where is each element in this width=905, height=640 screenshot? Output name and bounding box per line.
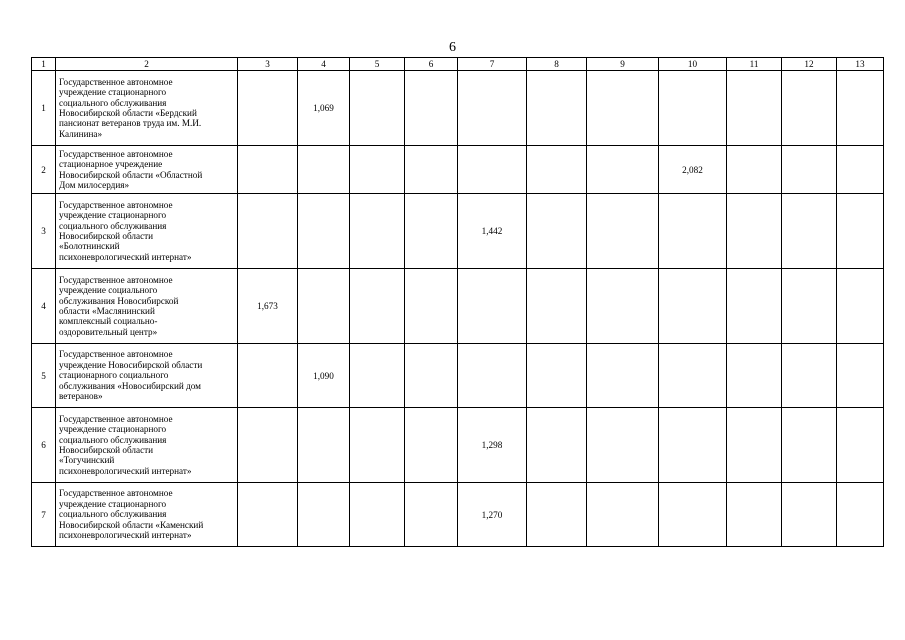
value-cell-col-12 bbox=[782, 194, 837, 269]
value-cell-col-4 bbox=[298, 146, 350, 194]
column-header-1: 1 bbox=[32, 58, 56, 71]
value-cell-col-10: 2,082 bbox=[659, 146, 727, 194]
value-cell-col-11 bbox=[727, 344, 782, 408]
value-cell-col-9 bbox=[587, 71, 659, 146]
value-cell-col-13 bbox=[837, 194, 884, 269]
value-cell-col-10 bbox=[659, 269, 727, 344]
value-cell-col-10 bbox=[659, 483, 727, 547]
column-header-7: 7 bbox=[458, 58, 527, 71]
value-cell-col-8 bbox=[527, 483, 587, 547]
value-cell-col-7 bbox=[458, 71, 527, 146]
value-cell-col-7 bbox=[458, 344, 527, 408]
value-cell-col-3 bbox=[238, 483, 298, 547]
value-cell-col-6 bbox=[405, 483, 458, 547]
institution-name: Государственное автономное учреждение стационарного социального обслуживания Новосибирской области «Бердский пансионат ветеранов труда им. М.И. Калинина» bbox=[56, 71, 238, 146]
institution-name: Государственное автономное учреждение социального обслуживания Новосибирской области «Маслянинский комплексный социально- оздоровительный центр» bbox=[56, 269, 238, 344]
value-cell-col-5 bbox=[350, 269, 405, 344]
value-cell-col-8 bbox=[527, 71, 587, 146]
value-cell-col-11 bbox=[727, 146, 782, 194]
table-row bbox=[32, 146, 884, 194]
value-cell-col-12 bbox=[782, 146, 837, 194]
table-row bbox=[32, 344, 884, 408]
value-cell-col-3 bbox=[238, 146, 298, 194]
value-cell-col-5 bbox=[350, 194, 405, 269]
value-cell-col-4 bbox=[298, 483, 350, 547]
institution-name: Государственное автономное учреждение Новосибирской области стационарного социального обслуживания «Новосибирский дом ветеранов» bbox=[56, 344, 238, 408]
column-header-12: 12 bbox=[782, 58, 837, 71]
value-cell-col-3 bbox=[238, 194, 298, 269]
institution-name: Государственное автономное стационарное учреждение Новосибирской области «Областной Дом милосердия» bbox=[56, 146, 238, 194]
value-cell-col-4: 1,069 bbox=[298, 71, 350, 146]
value-cell-col-5 bbox=[350, 483, 405, 547]
value-cell-col-6 bbox=[405, 269, 458, 344]
institution-name: Государственное автономное учреждение стационарного социального обслуживания Новосибирской области «Тогучинский психоневрологический интернат» bbox=[56, 408, 238, 483]
value-cell-col-9 bbox=[587, 408, 659, 483]
value-cell-col-11 bbox=[727, 71, 782, 146]
value-cell-col-13 bbox=[837, 146, 884, 194]
column-header-10: 10 bbox=[659, 58, 727, 71]
column-header-2: 2 bbox=[56, 58, 238, 71]
table-row bbox=[32, 269, 884, 344]
column-header-3: 3 bbox=[238, 58, 298, 71]
value-cell-col-3 bbox=[238, 71, 298, 146]
value-cell-col-3: 1,673 bbox=[238, 269, 298, 344]
value-cell-col-5 bbox=[350, 408, 405, 483]
column-header-13: 13 bbox=[837, 58, 884, 71]
table-row bbox=[32, 483, 884, 547]
row-number: 2 bbox=[32, 146, 56, 194]
value-cell-col-7 bbox=[458, 146, 527, 194]
value-cell-col-3 bbox=[238, 408, 298, 483]
value-cell-col-13 bbox=[837, 71, 884, 146]
value-cell-col-9 bbox=[587, 344, 659, 408]
column-header-4: 4 bbox=[298, 58, 350, 71]
page-number: 6 bbox=[449, 40, 456, 55]
row-number: 6 bbox=[32, 408, 56, 483]
value-cell-col-9 bbox=[587, 194, 659, 269]
value-cell-col-13 bbox=[837, 269, 884, 344]
value-cell-col-9 bbox=[587, 483, 659, 547]
value-cell-col-5 bbox=[350, 71, 405, 146]
header-row bbox=[32, 58, 884, 71]
row-number: 4 bbox=[32, 269, 56, 344]
value-cell-col-6 bbox=[405, 408, 458, 483]
value-cell-col-12 bbox=[782, 71, 837, 146]
table-row bbox=[32, 71, 884, 146]
value-cell-col-7 bbox=[458, 269, 527, 344]
value-cell-col-7: 1,298 bbox=[458, 408, 527, 483]
row-number: 1 bbox=[32, 71, 56, 146]
value-cell-col-13 bbox=[837, 408, 884, 483]
value-cell-col-12 bbox=[782, 408, 837, 483]
column-header-6: 6 bbox=[405, 58, 458, 71]
row-number: 5 bbox=[32, 344, 56, 408]
value-cell-col-9 bbox=[587, 146, 659, 194]
value-cell-col-7: 1,442 bbox=[458, 194, 527, 269]
value-cell-col-8 bbox=[527, 146, 587, 194]
value-cell-col-10 bbox=[659, 344, 727, 408]
column-header-5: 5 bbox=[350, 58, 405, 71]
value-cell-col-10 bbox=[659, 194, 727, 269]
column-header-9: 9 bbox=[587, 58, 659, 71]
value-cell-col-8 bbox=[527, 344, 587, 408]
data-table bbox=[31, 57, 884, 547]
value-cell-col-6 bbox=[405, 146, 458, 194]
table-row bbox=[32, 194, 884, 269]
value-cell-col-7: 1,270 bbox=[458, 483, 527, 547]
institution-name: Государственное автономное учреждение стационарного социального обслуживания Новосибирской области «Каменский психоневрологический интернат» bbox=[56, 483, 238, 547]
column-header-11: 11 bbox=[727, 58, 782, 71]
institution-name: Государственное автономное учреждение стационарного социального обслуживания Новосибирской области «Болотнинский психоневрологический интернат» bbox=[56, 194, 238, 269]
value-cell-col-8 bbox=[527, 408, 587, 483]
value-cell-col-11 bbox=[727, 269, 782, 344]
row-number: 3 bbox=[32, 194, 56, 269]
value-cell-col-10 bbox=[659, 408, 727, 483]
value-cell-col-10 bbox=[659, 71, 727, 146]
value-cell-col-6 bbox=[405, 344, 458, 408]
value-cell-col-13 bbox=[837, 344, 884, 408]
value-cell-col-4 bbox=[298, 194, 350, 269]
value-cell-col-6 bbox=[405, 71, 458, 146]
value-cell-col-11 bbox=[727, 483, 782, 547]
value-cell-col-12 bbox=[782, 269, 837, 344]
value-cell-col-12 bbox=[782, 483, 837, 547]
value-cell-col-4 bbox=[298, 408, 350, 483]
value-cell-col-11 bbox=[727, 408, 782, 483]
value-cell-col-5 bbox=[350, 146, 405, 194]
value-cell-col-8 bbox=[527, 269, 587, 344]
value-cell-col-11 bbox=[727, 194, 782, 269]
value-cell-col-4 bbox=[298, 269, 350, 344]
table-body bbox=[32, 71, 884, 547]
value-cell-col-6 bbox=[405, 194, 458, 269]
table-row bbox=[32, 408, 884, 483]
value-cell-col-8 bbox=[527, 194, 587, 269]
value-cell-col-9 bbox=[587, 269, 659, 344]
row-number: 7 bbox=[32, 483, 56, 547]
value-cell-col-13 bbox=[837, 483, 884, 547]
value-cell-col-12 bbox=[782, 344, 837, 408]
value-cell-col-4: 1,090 bbox=[298, 344, 350, 408]
value-cell-col-3 bbox=[238, 344, 298, 408]
column-header-8: 8 bbox=[527, 58, 587, 71]
value-cell-col-5 bbox=[350, 344, 405, 408]
